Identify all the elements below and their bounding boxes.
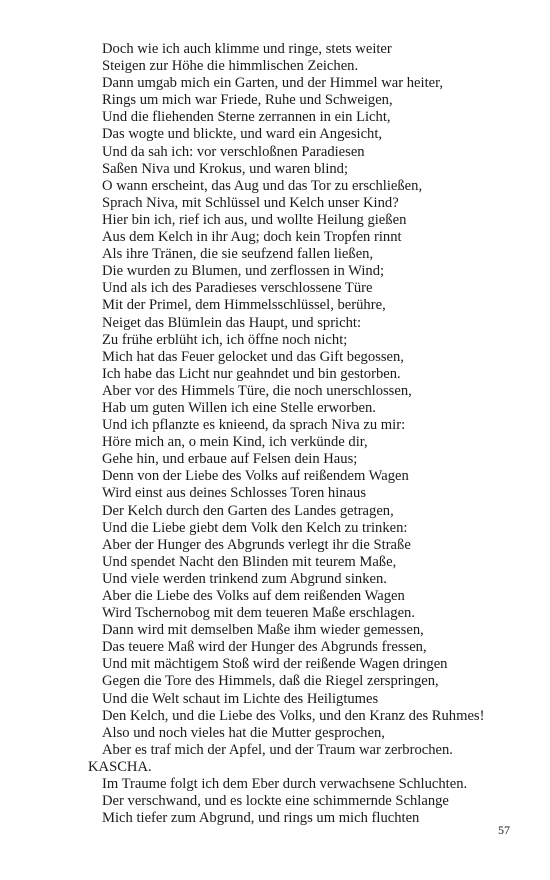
verse-line: Hab um guten Willen ich eine Stelle erworben. [102, 399, 376, 416]
verse-line: Und ich pflanzte es knieend, da sprach Niva zu mir: [102, 417, 406, 434]
verse-line: Und spendet Nacht den Blinden mit teurem Maße, [102, 553, 397, 570]
verse-line: Und da sah ich: vor verschloßnen Paradiesen [102, 143, 365, 160]
verse-line: Mich tiefer zum Abgrund, und rings um mich fluchten [102, 810, 420, 827]
verse-line: Und viele werden trinkend zum Abgrund sinken. [102, 570, 387, 587]
verse-line: Aber der Hunger des Abgrunds verlegt ihr die Straße [102, 536, 411, 553]
verse-line: Gegen die Tore des Himmels, daß die Riegel zerspringen, [102, 673, 439, 690]
verse-line: Rings um mich war Friede, Ruhe und Schweigen, [102, 92, 393, 109]
verse-line: Und die Welt schaut im Lichte des Heiligtumes [102, 690, 379, 707]
verse-line: Denn von der Liebe des Volks auf reißendem Wagen [102, 468, 409, 485]
verse-line: Doch wie ich auch klimme und ringe, stets weiter [102, 41, 392, 57]
verse-line: Aber die Liebe des Volks auf dem reißenden Wagen [102, 588, 405, 604]
verse-line: Das wogte und blickte, und ward ein Angesicht, [102, 126, 383, 143]
verse-line: Aber es traf mich der Apfel, und der Traum war zerbrochen. [102, 741, 453, 758]
verse-text-block [88, 41, 528, 827]
verse-line: Der Kelch durch den Garten des Landes getragen, [102, 502, 394, 519]
verse-line: Die wurden zu Blumen, und zerflossen in Wind; [102, 263, 385, 280]
verse-line: Saßen Niva und Krokus, und waren blind; [102, 160, 349, 177]
verse-line: Wird einst aus deines Schlosses Toren hinaus [102, 485, 367, 502]
verse-line: Sprach Niva, mit Schlüssel und Kelch unser Kind? [102, 194, 399, 211]
verse-line: Und mit mächtigem Stoß wird der reißende Wagen dringen [102, 656, 448, 673]
verse-line: Höre mich an, o mein Kind, ich verkünde dir, [102, 434, 368, 451]
verse-line: Und als ich des Paradieses verschlossene Türe [102, 280, 373, 297]
verse-line: Neiget das Blümlein das Haupt, und spricht: [102, 314, 361, 331]
verse-line: Als ihre Tränen, die sie seufzend fallen ließen, [102, 246, 374, 263]
verse-line: Und die Liebe giebt dem Volk den Kelch zu trinken: [102, 519, 408, 536]
verse-line: Aber vor des Himmels Türe, die noch unerschlossen, [102, 382, 412, 399]
verse-line: Also und noch vieles hat die Mutter gesprochen, [102, 724, 385, 741]
verse-line: Wird Tschernobog mit dem teueren Maße erschlagen. [102, 605, 415, 622]
verse-line: Dann wird mit demselben Maße ihm wieder gemessen, [102, 622, 424, 639]
verse-line: Und die fliehenden Sterne zerrannen in ein Licht, [102, 109, 391, 126]
verse-line: O wann erscheint, das Aug und das Tor zu erschließen, [102, 177, 423, 194]
verse-line: Der verschwand, und es lockte eine schimmernde Schlange [102, 793, 449, 810]
verse-line: Mit der Primel, dem Himmelsschlüssel, berühre, [102, 297, 386, 314]
page-number: 57 [498, 823, 510, 837]
verse-line: Im Traume folgt ich dem Eber durch verwachsene Schluchten. [102, 776, 468, 793]
verse-line: Aus dem Kelch in ihr Aug; doch kein Tropfen rinnt [102, 229, 402, 246]
verse-line: Hier bin ich, rief ich aus, und wollte Heilung gießen [102, 211, 407, 228]
verse-line: Steigen zur Höhe die himmlischen Zeichen. [102, 58, 359, 75]
verse-line: Ich habe das Licht nur geahndet und bin gestorben. [102, 365, 401, 382]
verse-line: Gehe hin, und erbaue auf Felsen dein Haus; [102, 451, 358, 468]
verse-line: Zu frühe erblüht ich, ich öffne noch nicht; [102, 331, 348, 348]
verse-line: Mich hat das Feuer gelocket und das Gift begossen, [102, 348, 404, 365]
verse-line: Dann umgab mich ein Garten, und der Himmel war heiter, [102, 75, 444, 92]
verse-line: Das teuere Maß wird der Hunger des Abgrunds fressen, [102, 639, 427, 656]
verse-line: Den Kelch, und die Liebe des Volks, und den Kranz des Ruhmes! [102, 707, 485, 724]
speaker-name: KASCHA. [88, 758, 152, 775]
